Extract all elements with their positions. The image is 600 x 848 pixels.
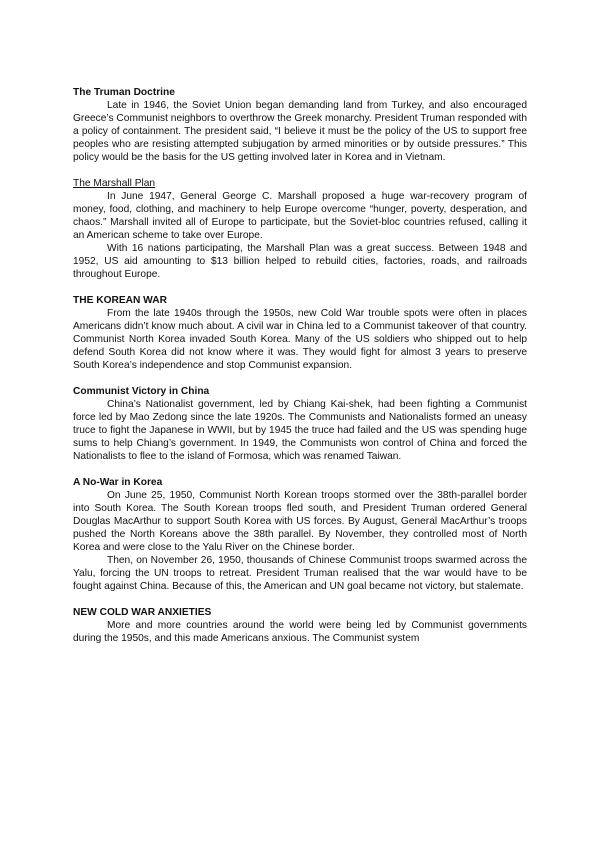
paragraph: With 16 nations participating, the Marshall Plan was a great success. Between 1948 and 1952, US aid amounting to $13 billion helped to rebuild cities, factories, roads, and railroads throughout Europe. xyxy=(73,243,527,280)
section-heading: A No-War in Korea xyxy=(73,477,163,488)
section-heading: NEW COLD WAR ANXIETIES xyxy=(73,607,212,618)
section-heading: THE KOREAN WAR xyxy=(73,295,167,306)
paragraph: From the late 1940s through the 1950s, new Cold War trouble spots were often in places Americans didn’t know much about. A civil war in China led to a Communist takeover of that country. Communist North Korea invaded South Korea. Many of the US soldiers who shipped out to help defend South Korea did not know where it was. They would fight for almost 3 years to preserve South Korea’s independence and stop Communist expansion. xyxy=(73,308,527,371)
section-communist-victory-china xyxy=(73,385,527,463)
paragraph: In June 1947, General George C. Marshall proposed a huge war-recovery program of money, food, clothing, and machinery to help Europe overcome “hunger, poverty, desperation, and chaos.” Marshall invited all of Europe to participate, but the Soviet-bloc countries refused, calling it an American scheme to take over Europe. xyxy=(73,191,527,241)
paragraph: Then, on November 26, 1950, thousands of Chinese Communist troops swarmed across the Yalu, forcing the UN troops to retreat. President Truman realised that the war would have to be fought against China. Because of this, the American and UN goal became not victory, but stalemate. xyxy=(73,555,527,592)
section-heading: Communist Victory in China xyxy=(73,386,210,397)
section-truman-doctrine xyxy=(73,86,527,164)
paragraph: China’s Nationalist government, led by Chiang Kai-shek, had been fighting a Communist force led by Mao Zedong since the late 1920s. The Communists and Nationalists formed an uneasy truce to fight the Japanese in WWII, but by 1945 the truce had failed and the US was spending huge sums to help Chiang’s government. In 1949, the Communists won control of China and forced the Nationalists to flee to the island of Formosa, which was renamed Taiwan. xyxy=(73,399,527,462)
paragraph: On June 25, 1950, Communist North Korean troops stormed over the 38th-parallel border into South Korea. The South Korean troops fled south, and President Truman ordered General Douglas MacArthur to support South Korea with US forces. By August, General MacArthur’s troops pushed the North Koreans above the 38th parallel. By November, they controlled most of North Korea and were close to the Yalu River on the Chinese border. xyxy=(73,490,527,553)
section-cold-war-anxieties xyxy=(73,606,527,645)
section-marshall-plan xyxy=(73,177,527,281)
section-no-war-korea xyxy=(73,476,527,593)
section-heading: The Marshall Plan xyxy=(73,178,156,189)
section-korean-war xyxy=(73,294,527,372)
paragraph: Late in 1946, the Soviet Union began demanding land from Turkey, and also encouraged Greece’s Communist neighbors to overthrow the Greek monarchy. President Truman responded with a policy of containment. The president said, “I believe it must be the policy of the US to support free peoples who are resisting attempted subjugation by armed minorities or by outside pressures.” This policy would be the basis for the US getting involved later in Korea and in Vietnam. xyxy=(73,100,527,163)
section-heading: The Truman Doctrine xyxy=(73,87,175,98)
paragraph: More and more countries around the world were being led by Communist governments during the 1950s, and this made Americans anxious. The Communist system xyxy=(73,620,527,644)
